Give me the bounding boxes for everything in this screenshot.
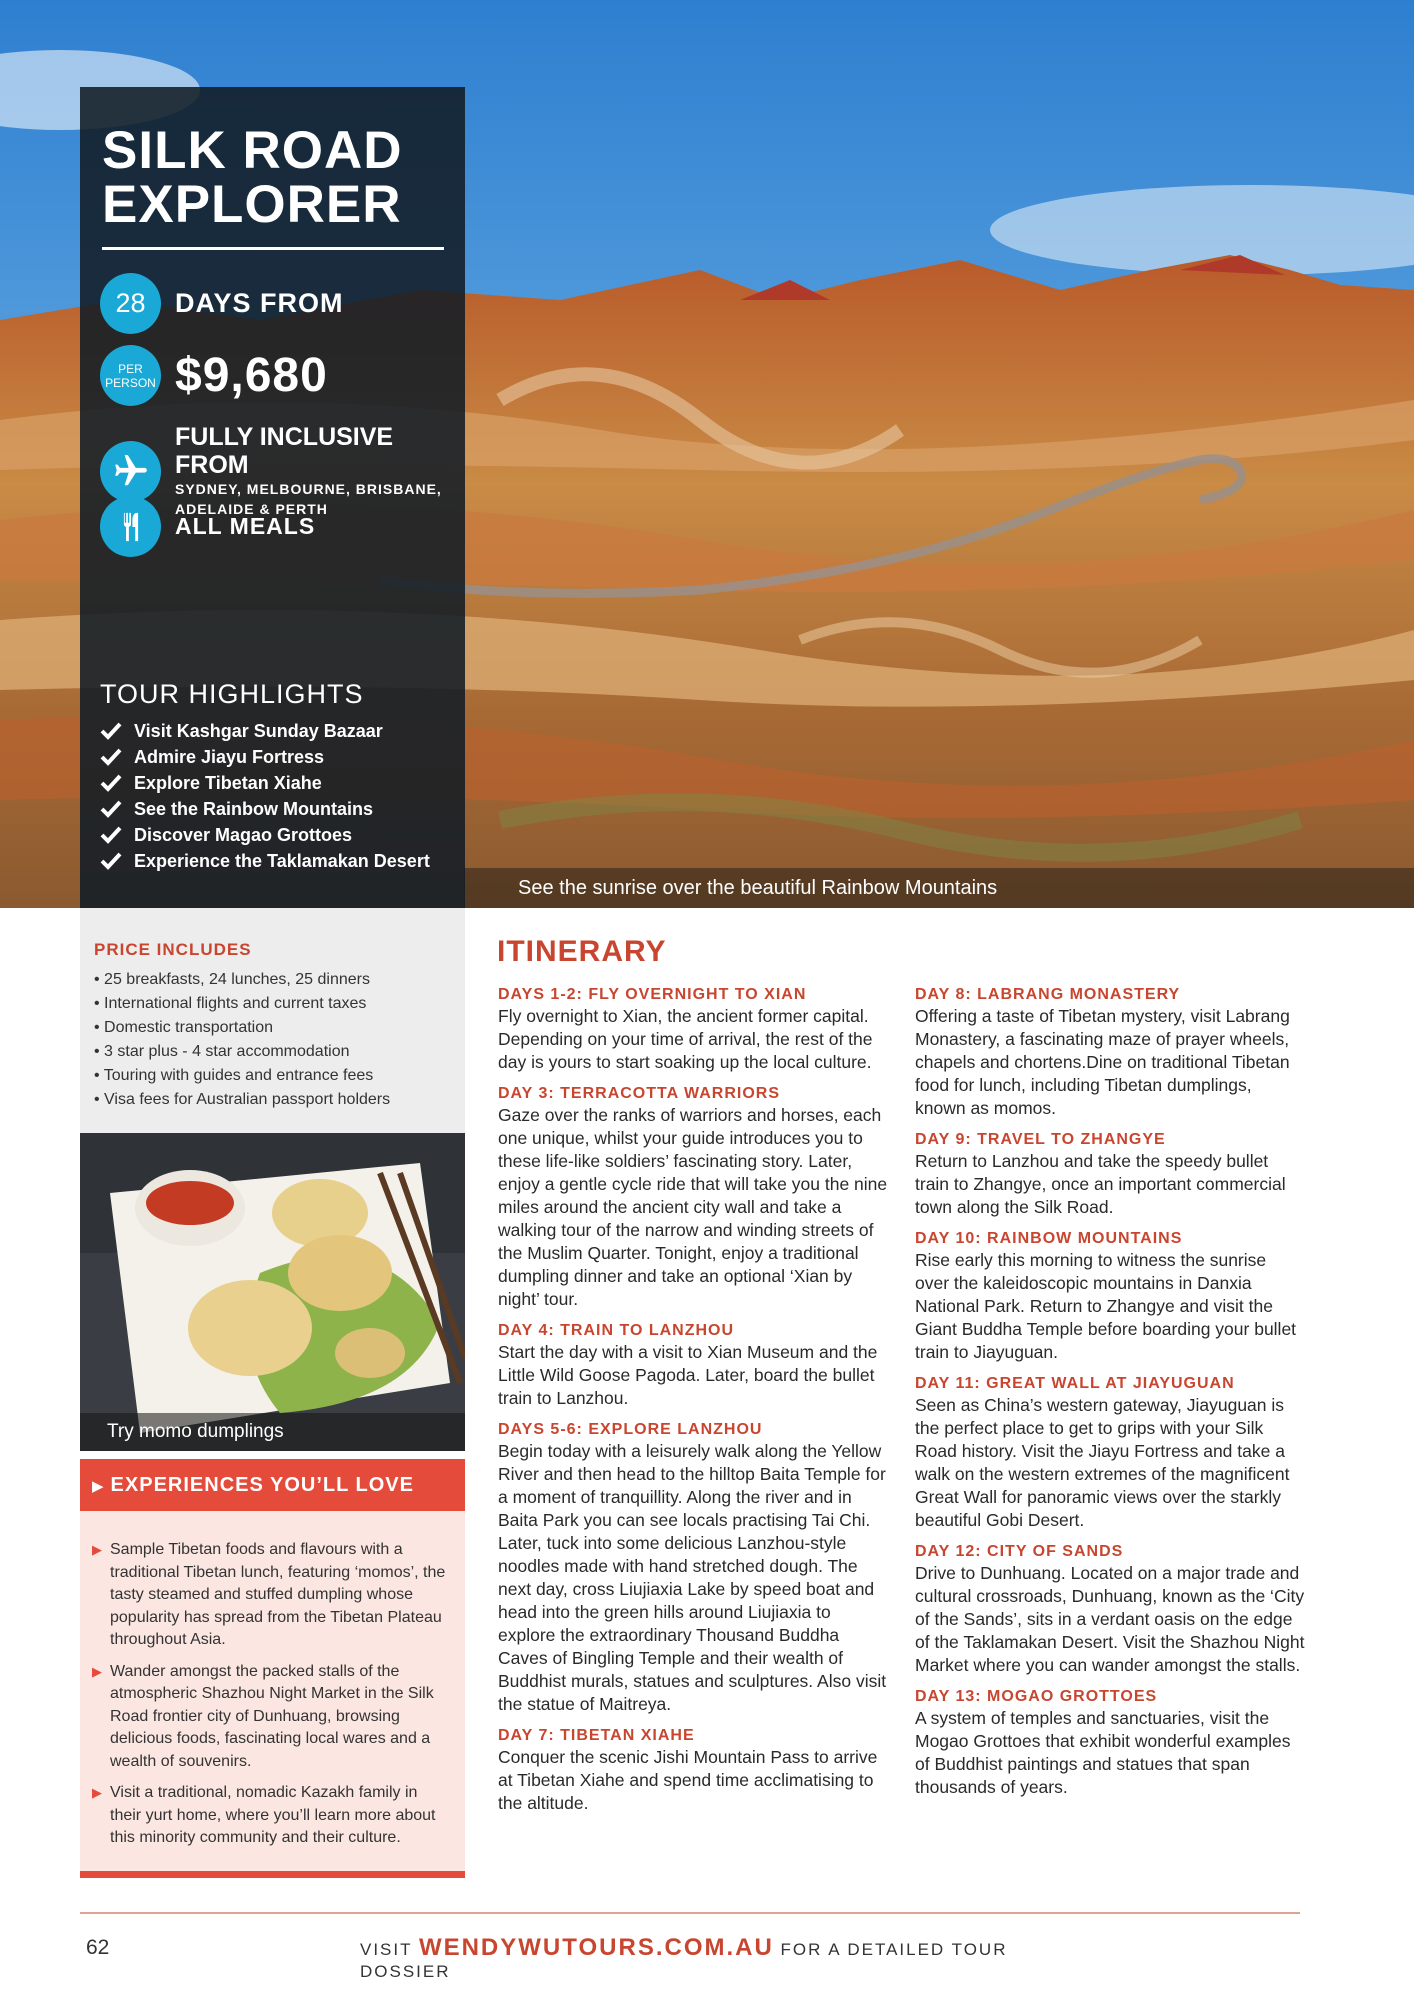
highlight-item: Discover Magao Grottoes bbox=[100, 822, 430, 848]
itinerary-day: DAYS 5-6: EXPLORE LANZHOU Begin today with a leisurely walk along the Yellow River and then head to the hilltop Baita Temple for a moment of tranquillity. Along the river and in Baita Park you can see locals practising Tai Chi. Later, tuck into some delicious Lanzhou-style noodles made with hand stretched dough. The next day, cross Liujiaxia Lake by speed boat and head into the green hills around Liujiaxia to explore the extraordinary Thousand Buddha Caves of Bingling Temple and their wealth of Buddhist murals, statues and sculptures. Also visit the statue of Maitreya. bbox=[498, 1421, 887, 1714]
price-includes-box bbox=[80, 908, 465, 1133]
footer-cta bbox=[360, 1934, 1060, 1982]
dumplings-image bbox=[80, 1133, 465, 1451]
price-include-item: • Visa fees for Australian passport holders bbox=[94, 1091, 391, 1108]
itinerary-column-right bbox=[915, 985, 1305, 1809]
footer-suffix: FOR A DETAILED TOUR DOSSIER bbox=[360, 1940, 1008, 1981]
price-row bbox=[100, 345, 328, 406]
price-includes-title: PRICE INCLUDES bbox=[94, 940, 252, 959]
food-caption: Try momo dumplings bbox=[80, 1413, 465, 1451]
experiences-bottom-bar bbox=[80, 1871, 465, 1878]
inclusive-cities: SYDNEY, MELBOURNE, BRISBANE, ADELAIDE & PERTH bbox=[175, 481, 442, 517]
itinerary-day: DAY 12: CITY OF SANDS Drive to Dunhuang. Located on a major trade and cultural crossroads, Dunhuang, known as the ‘City of the Sands’, sits in a verdant oasis on the edge of the Taklamakan Desert. Visit the Shazhou Night Market where you can wander amongst the stalls. bbox=[915, 1543, 1305, 1675]
per-person-badge: PER PERSON bbox=[100, 345, 161, 406]
price-include-item: • 3 star plus - 4 star accommodation bbox=[94, 1043, 350, 1060]
itinerary-column-left bbox=[498, 985, 888, 1825]
title-divider bbox=[102, 247, 444, 250]
highlight-item: Experience the Taklamakan Desert bbox=[100, 848, 430, 874]
check-icon bbox=[100, 800, 122, 818]
itinerary-title: ITINERARY bbox=[497, 935, 667, 968]
check-icon bbox=[100, 748, 122, 766]
page-number: 62 bbox=[86, 1936, 110, 1959]
hero-section bbox=[0, 0, 1414, 908]
meals-row bbox=[100, 496, 315, 557]
experience-item: ▶ Sample Tibetan foods and flavours with a traditional Tibetan lunch, featuring ‘momos’, the tasty steamed and stuffed dumpling whose popularity has spread from the Tibetan Plateau throughout Asia. bbox=[92, 1539, 451, 1652]
triangle-right-icon: ▶ bbox=[92, 1478, 105, 1495]
experiences-header bbox=[80, 1459, 465, 1511]
highlights-list bbox=[100, 718, 430, 874]
check-icon bbox=[100, 722, 122, 740]
check-icon bbox=[100, 774, 122, 792]
triangle-right-icon: ▶ bbox=[92, 1785, 102, 1800]
price-include-item: • 25 breakfasts, 24 lunches, 25 dinners bbox=[94, 971, 370, 988]
itinerary-day: DAY 13: MOGAO GROTTOES A system of temples and sanctuaries, visit the Mogao Grottoes that exhibit wonderful examples of Buddhist paintings and statues that span thousands of years. bbox=[915, 1688, 1291, 1797]
itinerary-day: DAY 10: RAINBOW MOUNTAINS Rise early this morning to witness the sunrise over the kaleidoscopic mountains in Danxia National Park. Return to Zhangye and visit the Giant Buddha Temple before boarding your bullet train to Jiayuguan. bbox=[915, 1230, 1297, 1362]
highlight-item: Admire Jiayu Fortress bbox=[100, 744, 430, 770]
triangle-right-icon: ▶ bbox=[92, 1542, 102, 1557]
days-label: DAYS FROM bbox=[175, 288, 344, 318]
meals-label: ALL MEALS bbox=[175, 513, 316, 539]
tour-title: SILK ROAD EXPLORER bbox=[102, 121, 403, 234]
experience-item: ▶ Wander amongst the packed stalls of the atmospheric Shazhou Night Market in the Silk Road frontier city of Dunhuang, browsing delicious foods, fascinating local wares and a wealth of souvenirs. bbox=[92, 1661, 451, 1774]
itinerary-day: DAY 4: TRAIN TO LANZHOU Start the day with a visit to Xian Museum and the Little Wild Goose Pagoda. Later, board the bullet train to Lanzhou. bbox=[498, 1322, 878, 1408]
itinerary-day: DAY 7: TIBETAN XIAHE Conquer the scenic Jishi Mountain Pass to arrive at Tibetan Xiahe and spend time acclimatising to the altitude. bbox=[498, 1727, 878, 1813]
price-include-item: • Touring with guides and entrance fees bbox=[94, 1067, 374, 1084]
momo-dumplings-photo bbox=[80, 1133, 465, 1451]
highlight-item: See the Rainbow Mountains bbox=[100, 796, 430, 822]
hero-caption: See the sunrise over the beautiful Rainbow Mountains bbox=[464, 868, 1414, 908]
airplane-icon bbox=[100, 441, 161, 502]
experiences-title: EXPERIENCES YOU’LL LOVE bbox=[110, 1474, 414, 1496]
cutlery-icon bbox=[100, 496, 161, 557]
itinerary-day: DAY 3: TERRACOTTA WARRIORS Gaze over the ranks of warriors and horses, each one unique, whilst your guide introduces you to these life-like soldiers’ fascinating story. Later, enjoy a gentle cycle ride that will take you the nine miles around the ancient city wall and take a walking tour of the narrow and winding streets of the Muslim Quarter. Tonight, enjoy a traditional dumpling dinner and take an optional ‘Xian by night’ tour. bbox=[498, 1085, 888, 1309]
tour-info-panel bbox=[80, 87, 465, 908]
price-includes-list bbox=[94, 968, 451, 1112]
inclusive-title: FULLY INCLUSIVE FROM bbox=[175, 423, 394, 479]
days-row bbox=[100, 273, 344, 334]
highlight-item: Visit Kashgar Sunday Bazaar bbox=[100, 718, 430, 744]
itinerary-day: DAYS 1-2: FLY OVERNIGHT TO XIAN Fly overnight to Xian, the ancient former capital. Depending on your time of arrival, the rest of the day is yours to start soaking up the local culture. bbox=[498, 986, 873, 1072]
experiences-box bbox=[80, 1511, 465, 1871]
itinerary-day: DAY 8: LABRANG MONASTERY Offering a taste of Tibetan mystery, visit Labrang Monastery, a fascinating maze of prayer wheels, chapels and chortens.Dine on traditional Tibetan food for lunch, including Tibetan dumplings, known as momos. bbox=[915, 986, 1290, 1118]
itinerary-day: DAY 11: GREAT WALL AT JIAYUGUAN Seen as China’s western gateway, Jiayuguan is the perfect place to get to grips with your Silk Road history. Visit the Jiayu Fortress and take a walk on the western extremes of the magnificent Great Wall for panoramic views over the starkly beautiful Gobi Desert. bbox=[915, 1375, 1290, 1530]
itinerary-day: DAY 9: TRAVEL TO ZHANGYE Return to Lanzhou and take the speedy bullet train to Zhangye, once an important commercial town along the Silk Road. bbox=[915, 1131, 1286, 1217]
days-badge: 28 bbox=[100, 273, 161, 334]
price-include-item: • International flights and current taxes bbox=[94, 995, 367, 1012]
triangle-right-icon: ▶ bbox=[92, 1663, 102, 1679]
highlight-item: Explore Tibetan Xiahe bbox=[100, 770, 430, 796]
check-icon bbox=[100, 826, 122, 844]
check-icon bbox=[100, 852, 122, 870]
footer-divider bbox=[80, 1912, 1300, 1914]
price-value: $9,680 bbox=[175, 349, 328, 402]
price-include-item: • Domestic transportation bbox=[94, 1019, 274, 1036]
highlights-title: TOUR HIGHLIGHTS bbox=[100, 679, 364, 709]
experience-item: ▶ Visit a traditional, nomadic Kazakh family in their yurt home, where you’ll learn more about this minority community and their culture. bbox=[92, 1782, 451, 1850]
website-link[interactable]: WENDYWUTOURS.COM.AU bbox=[418, 1934, 774, 1961]
footer-visit-label: VISIT bbox=[360, 1940, 413, 1959]
